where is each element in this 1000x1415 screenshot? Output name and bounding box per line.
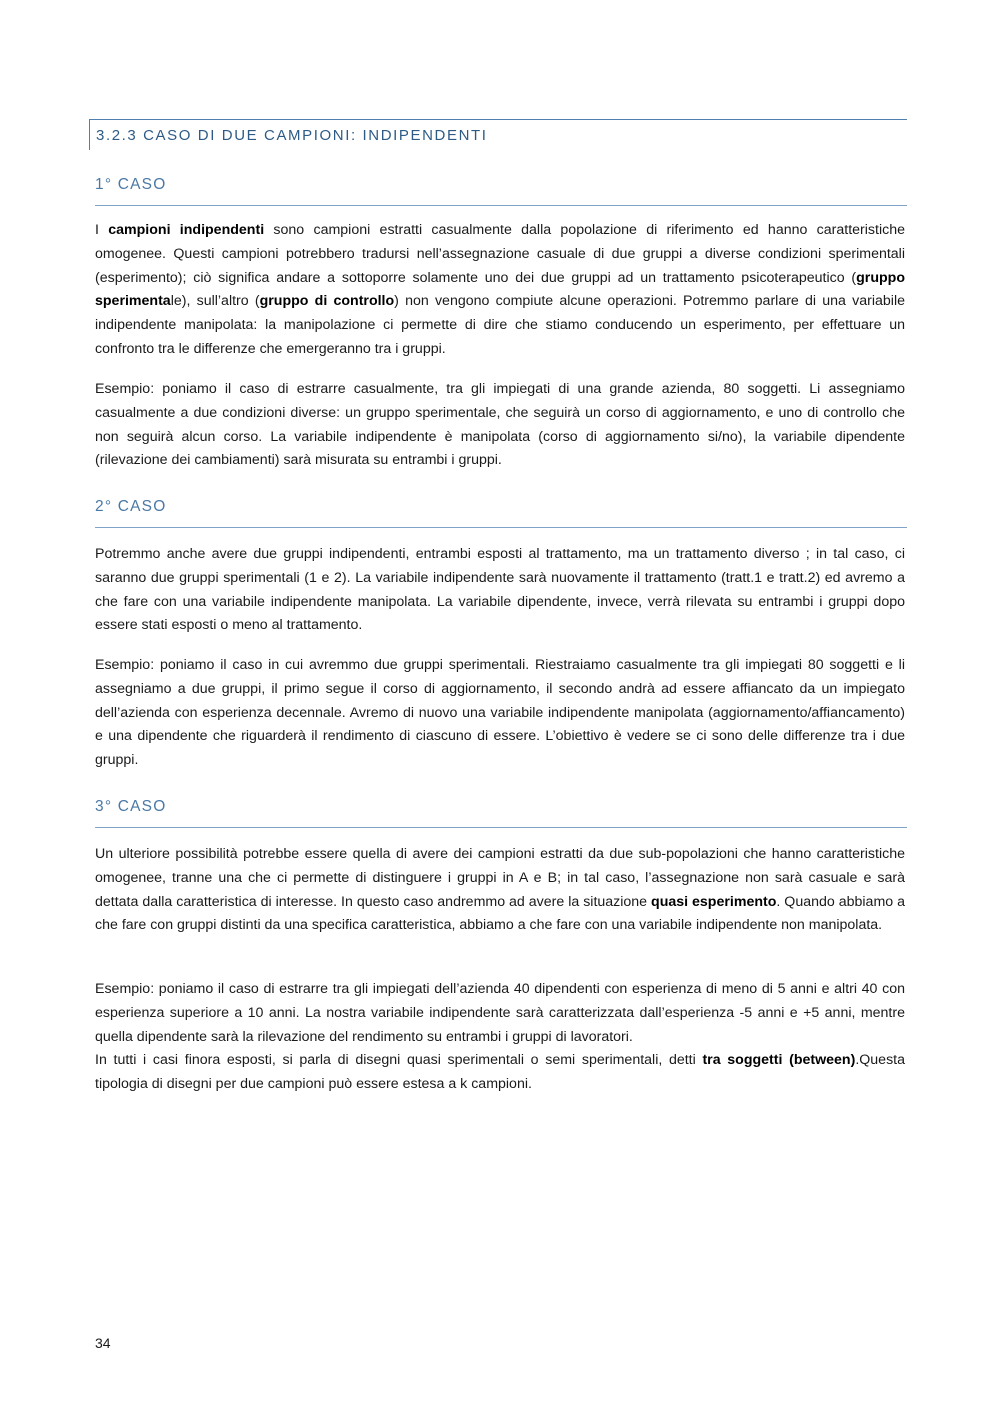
case-2-paragraph-1: Potremmo anche avere due gruppi indipendenti, entrambi esposti al trattamento, ma un trattamento diverso ; in tal caso, ci saranno due gruppi sperimentali (1 e 2). La variabile indipendente sarà nuovamente il trattamento (tratt.1 e tratt.2) ed avremo a che fare con una variabile indipendente manipolata. La variabile dipendente, invece, verrà rilevata su entrambi i gruppi dopo essere stati esposti o meno al trattamento.	[95, 546, 905, 634]
bold-term-gruppo-sperimentale: gruppo sperimenta	[95, 269, 905, 310]
bold-term-campioni-indipendenti: campioni indipendenti	[108, 222, 265, 238]
case-3-paragraph-2: Esempio: poniamo il caso di estrarre tra gli impiegati dell’azienda 40 dipendenti con esperienza di meno di 5 anni e altri 40 con esperienza superiore a 10 anni. La nostra variabile indipendente sarà caratterizzata dall’esperienza -5 anni e +5 anni, mentre quella dipendente sarà la rilevazione del rendimento su entrambi i gruppi di lavoratori. In tutti i casi finora esposti, si parla di disegni quasi sperimentali o semi sperimentali, detti tra soggetti (between).Questa tipologia di disegni per due campioni può essere estesa a k campioni.	[95, 981, 905, 1093]
case-2-paragraph-2: Esempio: poniamo il caso in cui avremmo due gruppi sperimentali. Riestraiamo casualmente tra gli impiegati 80 soggetti e li assegniamo a due gruppi, il primo segue il corso di aggiornamento, il secondo andrà ad essere affiancato da un impiegato dell’azienda con esperienza decennale. Avremo di nuovo una variabile indipendente manipolata (aggiornamento/affiancamento) e una dipendente che riguarderà il rendimento di ciascuno di essere. L’obiettivo è vedere se ci sono delle differenze tra i due gruppi.	[95, 657, 905, 769]
section-heading: 3.2.3 CASO DI DUE CAMPIONI: INDIPENDENTI	[89, 119, 907, 150]
bold-term-tra-soggetti: tra soggetti (between)	[702, 1052, 856, 1069]
case-1-paragraph-2: Esempio: poniamo il caso di estrarre casualmente, tra gli impiegati di una grande azienda, 80 soggetti. Li assegniamo casualmente a due condizioni diverse: un gruppo sperimentale, che seguirà un corso di aggiornamento, e uno di controllo che non seguirà alcun corso. La variabile indipendente è manipolata (corso di aggiornamento si/no), la variabile dipendente (rilevazione dei cambiamenti) sarà misurata su entrambi i gruppi.	[95, 381, 905, 469]
bold-term-gruppo-di-controllo: gruppo di controllo	[259, 293, 395, 310]
case-2-heading: 2° CASO	[95, 498, 907, 528]
page-number: 34	[95, 1335, 111, 1351]
bold-term-quasi-esperimento: quasi esperimento	[651, 893, 777, 910]
case-3-paragraph-1: Un ulteriore possibilità potrebbe essere quella di avere dei campioni estratti da due sub-popolazioni che hanno caratteristiche omogenee, tranne una che ci permette di distinguere i gruppi in A e B; in tal caso, l’assegnazione non sarà casuale e sarà dettata dalla caratteristica di interesse. In questo caso andremmo ad avere la situazione quasi esperimento. Quando abbiamo a che fare con gruppi distinti da una specifica caratteristica, abbiamo a che fare con una variabile indipendente non manipolata.	[95, 846, 905, 934]
case-3-heading: 3° CASO	[95, 798, 907, 828]
case-1-heading: 1° CASO	[95, 176, 907, 206]
case-1-paragraph-1: I campioni indipendenti sono campioni estratti casualmente dalla popolazione di riferimento ed hanno caratteristiche omogenee. Questi campioni potrebbero tradursi nell’assegnazione casuale di due gruppi a diverse condizioni sperimentali (esperimento); ciò significa andare a sottoporre solamente uno dei due gruppi ad un trattamento psicoterapeutico (gruppo sperimentale), sull’altro (gruppo di controllo) non vengono compiute alcune operazioni. Potremmo parlare di una variabile indipendente manipolata: la manipolazione ci permette di dire che stiamo conducendo un esperimento, per effettuare un confronto tra le differenze che emergeranno tra i gruppi.	[95, 222, 905, 357]
